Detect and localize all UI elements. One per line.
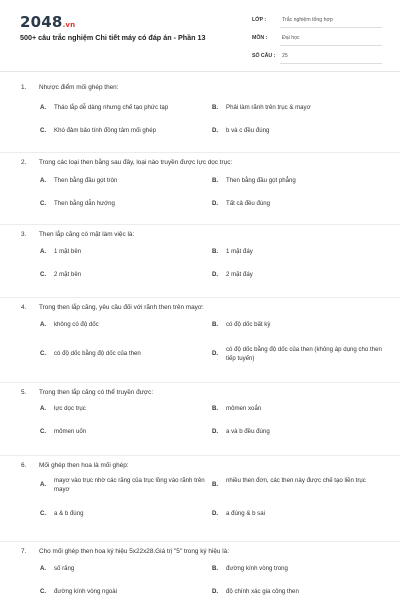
option-letter: A. xyxy=(40,481,47,488)
option-letter: C. xyxy=(40,350,47,357)
question-number: 7. xyxy=(21,548,27,555)
option-letter: D. xyxy=(212,200,219,207)
option-text: nhiều then đơn, các then này được chế tạo liền trục xyxy=(226,477,366,484)
option-text: Then bằng đầu gọt tròn xyxy=(54,177,118,184)
option-letter: B. xyxy=(212,248,219,255)
meta-count-value: 25 xyxy=(282,53,288,59)
option-letter: C. xyxy=(40,200,47,207)
option-letter: A. xyxy=(40,248,47,255)
option-letter: D. xyxy=(212,588,219,595)
option-letter: D. xyxy=(212,127,219,134)
option-text: đường kính vòng ngoài xyxy=(54,588,117,595)
option-text: có độ dốc bất kỳ xyxy=(226,321,271,328)
option-text: 2 mặt bên xyxy=(54,271,82,278)
question-item xyxy=(0,542,400,612)
option-letter: C. xyxy=(40,127,47,134)
question-text xyxy=(21,304,204,311)
option-text: mayơ vào trục nhờ các răng của trục lồng vào rãnh trên mayơ xyxy=(54,477,205,493)
option-letter: A. xyxy=(40,177,47,184)
option-letter: B. xyxy=(212,565,219,572)
option-text: Then bằng dẫn hướng xyxy=(54,200,115,207)
meta-count-row xyxy=(252,48,382,66)
option-text: a và b đều đúng xyxy=(226,428,270,435)
option-text: lực dọc trục xyxy=(54,405,86,412)
question-prompt: Trong then lắp căng, yêu cầu đối với rãnh then trên mayơ: xyxy=(39,304,204,311)
option-letter: B. xyxy=(212,405,219,412)
option-letter: A. xyxy=(40,321,47,328)
question-number: 3. xyxy=(21,231,27,238)
meta-underline xyxy=(280,45,382,46)
logo-domain: .vn xyxy=(62,21,76,29)
question-prompt: Cho mối ghép then hoa ký hiệu 5x22x28.Giá trị "5" trong ký hiệu là: xyxy=(39,548,229,555)
option-text: độ chính xác gia công then xyxy=(226,588,299,595)
option-letter: D. xyxy=(212,271,219,278)
option-text: có độ dốc bằng độ dốc của then (không áp dụng cho then tiếp tuyến) xyxy=(226,346,382,362)
option-letter: C. xyxy=(40,588,47,595)
option-text: đường kính vòng trong xyxy=(226,565,288,572)
question-list xyxy=(0,78,400,612)
question-text xyxy=(21,231,134,238)
option-text: 1 mặt bên xyxy=(54,248,82,255)
question-number: 1. xyxy=(21,84,27,91)
question-text xyxy=(21,548,229,555)
option-letter: B. xyxy=(212,177,219,184)
question-item xyxy=(0,225,400,298)
meta-subject-value: Đại học xyxy=(282,35,300,41)
question-number: 5. xyxy=(21,389,27,396)
option-text: mômen xoắn xyxy=(226,405,262,412)
question-item xyxy=(0,298,400,383)
option-text: Tháo lắp dễ dàng nhưng chế tạo phức tạp xyxy=(54,104,169,111)
option-letter: D. xyxy=(212,350,219,357)
header-divider xyxy=(0,71,400,72)
meta-class-label: LỚP : xyxy=(252,17,267,23)
option-text: số răng xyxy=(54,565,75,572)
option-letter: D. xyxy=(212,428,219,435)
option-text: a & b đúng xyxy=(54,510,84,517)
question-item xyxy=(0,78,400,153)
option-text: không có độ dốc xyxy=(54,321,99,328)
meta-class-value: Trắc nghiệm tổng hợp xyxy=(282,17,333,23)
option-letter: B. xyxy=(212,321,219,328)
option-letter: B. xyxy=(212,104,219,111)
option-letter: B. xyxy=(212,481,219,488)
option-letter: A. xyxy=(40,565,47,572)
meta-subject-label: MÔN : xyxy=(252,35,268,41)
site-logo[interactable] xyxy=(20,13,75,31)
option-letter: C. xyxy=(40,428,47,435)
option-letter: A. xyxy=(40,405,47,412)
question-text xyxy=(21,84,119,91)
meta-subject-row xyxy=(252,30,382,48)
option-letter: A. xyxy=(40,104,47,111)
question-prompt: Nhược điểm mối ghép then: xyxy=(39,84,119,91)
meta-class-row xyxy=(252,12,382,30)
page-header xyxy=(0,0,400,78)
option-text: 2 mặt đáy xyxy=(226,271,253,278)
question-text xyxy=(21,462,129,469)
question-prompt: Then lắp căng có mặt làm việc là: xyxy=(39,231,135,238)
question-prompt: Mối ghép then hoa là mối ghép: xyxy=(39,462,129,469)
option-text: b và c đều đúng xyxy=(226,127,270,134)
option-letter: D. xyxy=(212,510,219,517)
option-text: Khó đảm bảo tính đồng tâm mối ghép xyxy=(54,127,156,134)
option-text: có độ dốc bằng độ dốc của then xyxy=(54,350,141,357)
option-text: a đúng & b sai xyxy=(226,510,265,517)
question-number: 4. xyxy=(21,304,27,311)
option-text: 1 mặt đáy xyxy=(226,248,253,255)
option-text: Then bằng đầu gọt phẳng xyxy=(226,177,296,184)
question-number: 6. xyxy=(21,462,27,469)
logo-number: 2048 xyxy=(20,13,63,31)
question-prompt: Trong các loại then bằng sau đây, loại nào truyền được lực dọc trục: xyxy=(39,159,233,166)
page-title: 500+ câu trắc nghiệm Chi tiết máy có đáp án - Phần 13 xyxy=(20,33,206,42)
option-letter: C. xyxy=(40,510,47,517)
meta-count-label: SỐ CÂU : xyxy=(252,53,276,59)
question-item xyxy=(0,153,400,225)
option-text: mômen uốn xyxy=(54,428,87,435)
meta-underline xyxy=(280,63,382,64)
option-letter: C. xyxy=(40,271,47,278)
question-text xyxy=(21,159,232,166)
question-number: 2. xyxy=(21,159,27,166)
meta-underline xyxy=(280,27,382,28)
question-prompt: Trong then lắp căng có thể truyền được: xyxy=(39,389,154,396)
option-text: Tất cả đều đúng xyxy=(226,200,271,207)
meta-panel xyxy=(252,12,382,66)
option-text: Phải làm rãnh trên trục & mayơ xyxy=(226,104,311,111)
question-item xyxy=(0,456,400,542)
question-item xyxy=(0,383,400,456)
question-text xyxy=(21,389,153,396)
